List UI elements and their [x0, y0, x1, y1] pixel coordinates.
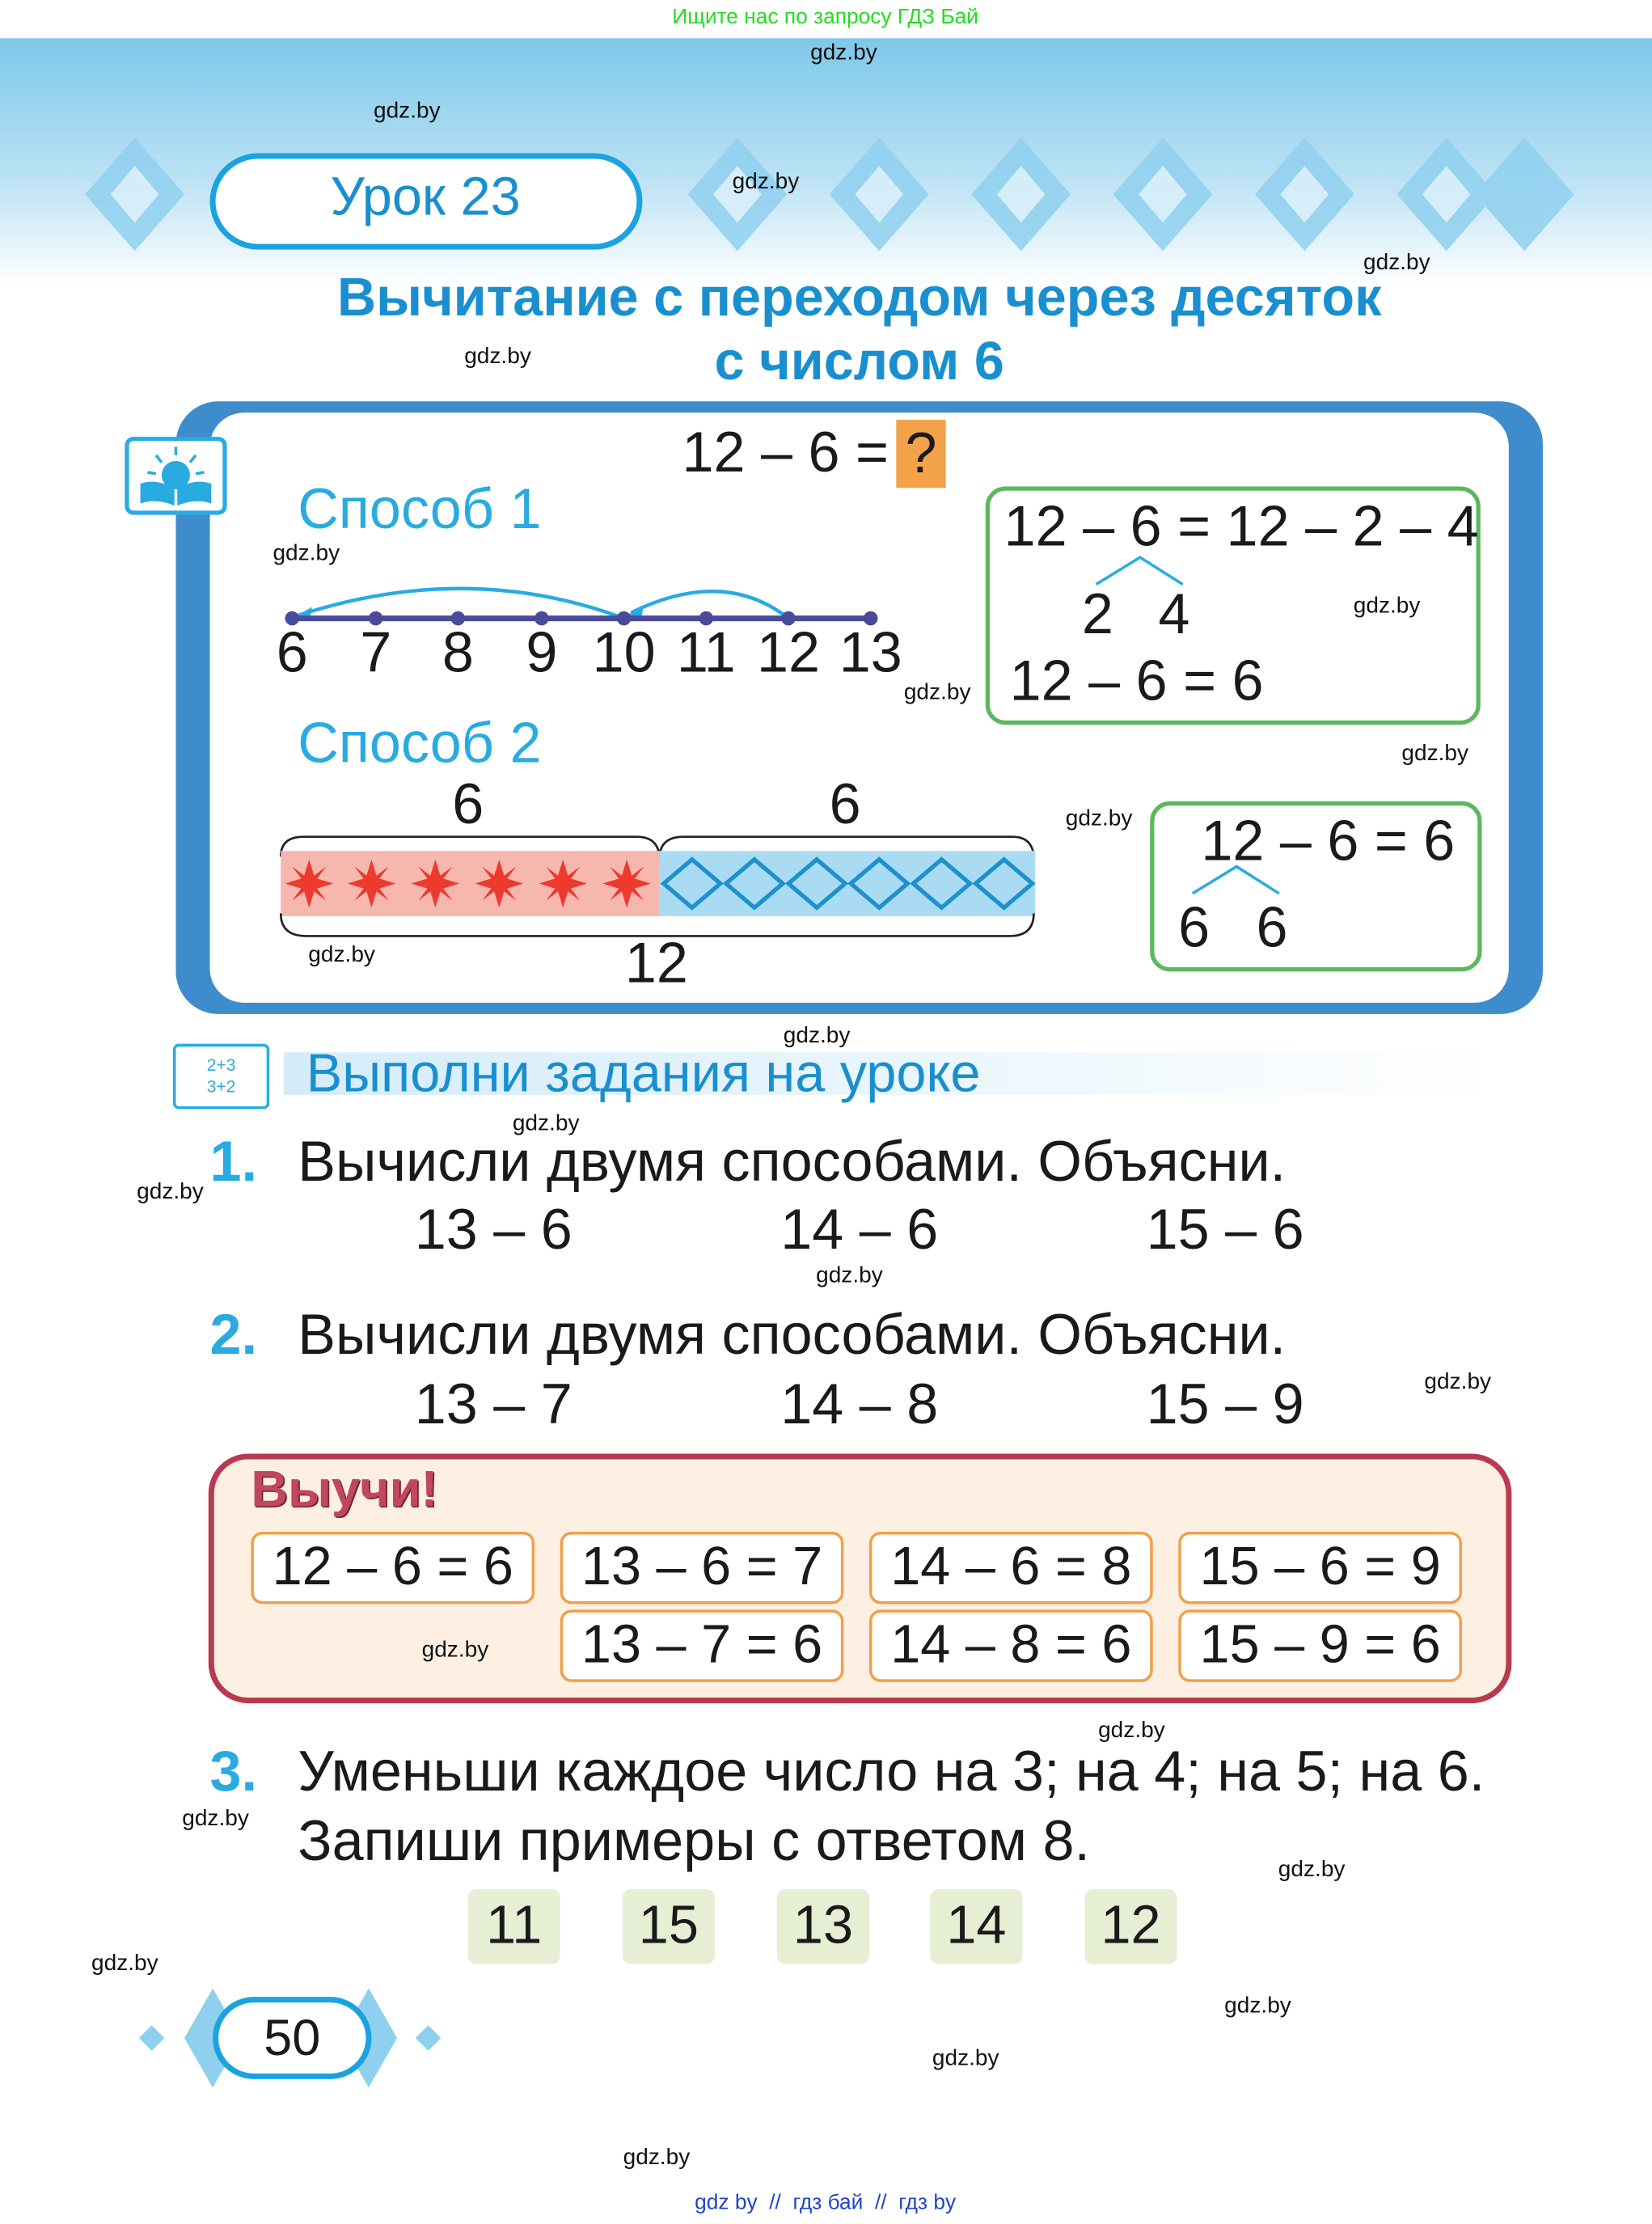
split-branch-icon — [1189, 862, 1288, 898]
number-tile: 14 — [930, 1889, 1022, 1964]
watermark: gdz.by — [1424, 1370, 1492, 1394]
watermark: gdz.by — [137, 1180, 204, 1204]
watermark: gdz.by — [512, 1111, 580, 1136]
footer-links[interactable]: gdz by // гдз бай // гдз by — [695, 2190, 957, 2215]
watermark: gdz.by — [1353, 594, 1421, 619]
watermark: gdz.by — [1278, 1858, 1346, 1883]
tick-label: 11 — [676, 621, 736, 685]
task2-text: Вычисли двумя способами. Объясни. — [298, 1304, 1287, 1367]
task2-number: 2. — [209, 1304, 258, 1367]
watermark: gdz.by — [91, 1951, 158, 1976]
number-tile: 13 — [777, 1889, 869, 1964]
method1-expanded: 12 – 6 = 12 – 2 – 4 — [1003, 495, 1479, 559]
number-tile: 12 — [1085, 1889, 1177, 1964]
book-sun-icon — [125, 437, 226, 514]
number-tile: 15 — [623, 1889, 715, 1964]
tick-label: 13 — [839, 621, 902, 685]
task3-number: 3. — [209, 1740, 258, 1803]
board-icon-line: 2+3 — [206, 1055, 236, 1076]
watermark: gdz.by — [783, 1024, 851, 1048]
fact-card: 15 – 6 = 9 — [1178, 1532, 1462, 1604]
fact-card: 13 – 6 = 7 — [560, 1532, 844, 1604]
fact-card: 14 – 8 = 6 — [869, 1609, 1153, 1681]
task3-text-line2: Запиши примеры с ответом 8. — [298, 1810, 1090, 1873]
unknown-answer-box: ? — [896, 420, 945, 488]
tick-label: 10 — [592, 621, 656, 685]
tick-label: 7 — [360, 621, 392, 685]
fact-card: 15 – 9 = 6 — [1178, 1609, 1462, 1681]
lesson-number: Урок 23 — [330, 167, 521, 228]
task1-number: 1. — [209, 1131, 258, 1194]
task1-expression: 15 – 6 — [1146, 1199, 1304, 1262]
split-part: 6 — [1178, 897, 1210, 960]
section-title: Выполни задания на уроке — [306, 1044, 981, 1105]
watermark: gdz.by — [1224, 1994, 1291, 2019]
page-title-line2: с числом 6 — [714, 332, 1004, 392]
task1-text: Вычисли двумя способами. Объясни. — [298, 1131, 1287, 1194]
task1-expression: 13 – 6 — [414, 1199, 572, 1262]
watermark: gdz.by — [273, 541, 340, 566]
tick-label: 8 — [442, 621, 474, 685]
task1-expression: 14 – 6 — [780, 1199, 939, 1262]
red-ornament-part — [281, 851, 659, 916]
fact-card: 13 – 7 = 6 — [560, 1609, 844, 1681]
method1-label: Способ 1 — [298, 478, 542, 542]
task2-expression: 15 – 9 — [1146, 1373, 1304, 1436]
watermark: gdz.by — [816, 1263, 883, 1288]
split-part: 6 — [1256, 897, 1288, 960]
watermark: gdz.by — [308, 943, 375, 967]
board-icon — [173, 1044, 269, 1110]
watermark: gdz.by — [810, 40, 877, 66]
task2-expression: 13 – 7 — [414, 1373, 572, 1436]
method1-result: 12 – 6 = 6 — [1009, 650, 1264, 713]
fact-card: 14 – 6 = 8 — [869, 1532, 1153, 1604]
watermark: gdz.by — [903, 680, 971, 705]
tick-label: 12 — [757, 621, 821, 685]
watermark: gdz.by — [623, 2146, 691, 2171]
watermark: gdz.by — [1065, 806, 1133, 831]
learn-title: Выучи! — [251, 1459, 438, 1518]
watermark: gdz.by — [932, 2046, 999, 2071]
tick-label: 6 — [276, 621, 308, 685]
watermark: gdz.by — [464, 345, 531, 369]
watermark: gdz.by — [1401, 742, 1469, 766]
method2-equation: 12 – 6 = 6 — [1201, 810, 1456, 873]
split-part: 4 — [1158, 583, 1190, 646]
fact-card: 12 – 6 = 6 — [251, 1532, 534, 1604]
intro-expression: 12 – 6 = — [682, 421, 889, 484]
tick-label: 9 — [526, 621, 558, 685]
number-tile: 11 — [468, 1889, 560, 1964]
page-number: 50 — [264, 2008, 321, 2067]
search-banner[interactable]: Ищите нас по запросу ГДЗ Бай — [672, 5, 978, 29]
page-title-line1: Вычитание с переходом через десяток — [336, 268, 1382, 328]
watermark: gdz.by — [1098, 1719, 1165, 1744]
method2-label: Способ 2 — [298, 712, 542, 776]
part-b-label: 6 — [829, 773, 861, 836]
task3-text-line1: Уменьши каждое число на 3; на 4; на 5; на 6. — [298, 1740, 1485, 1803]
watermark: gdz.by — [1363, 251, 1430, 276]
ornament-strip — [275, 831, 1041, 938]
task2-expression: 14 – 8 — [780, 1373, 939, 1436]
watermark: gdz.by — [421, 1638, 489, 1663]
total-label: 12 — [624, 932, 688, 996]
part-a-label: 6 — [452, 773, 484, 836]
board-icon-line: 3+2 — [206, 1076, 236, 1097]
watermark: gdz.by — [732, 170, 800, 195]
split-part: 2 — [1081, 583, 1113, 646]
watermark: gdz.by — [182, 1807, 249, 1831]
watermark: gdz.by — [373, 99, 441, 124]
